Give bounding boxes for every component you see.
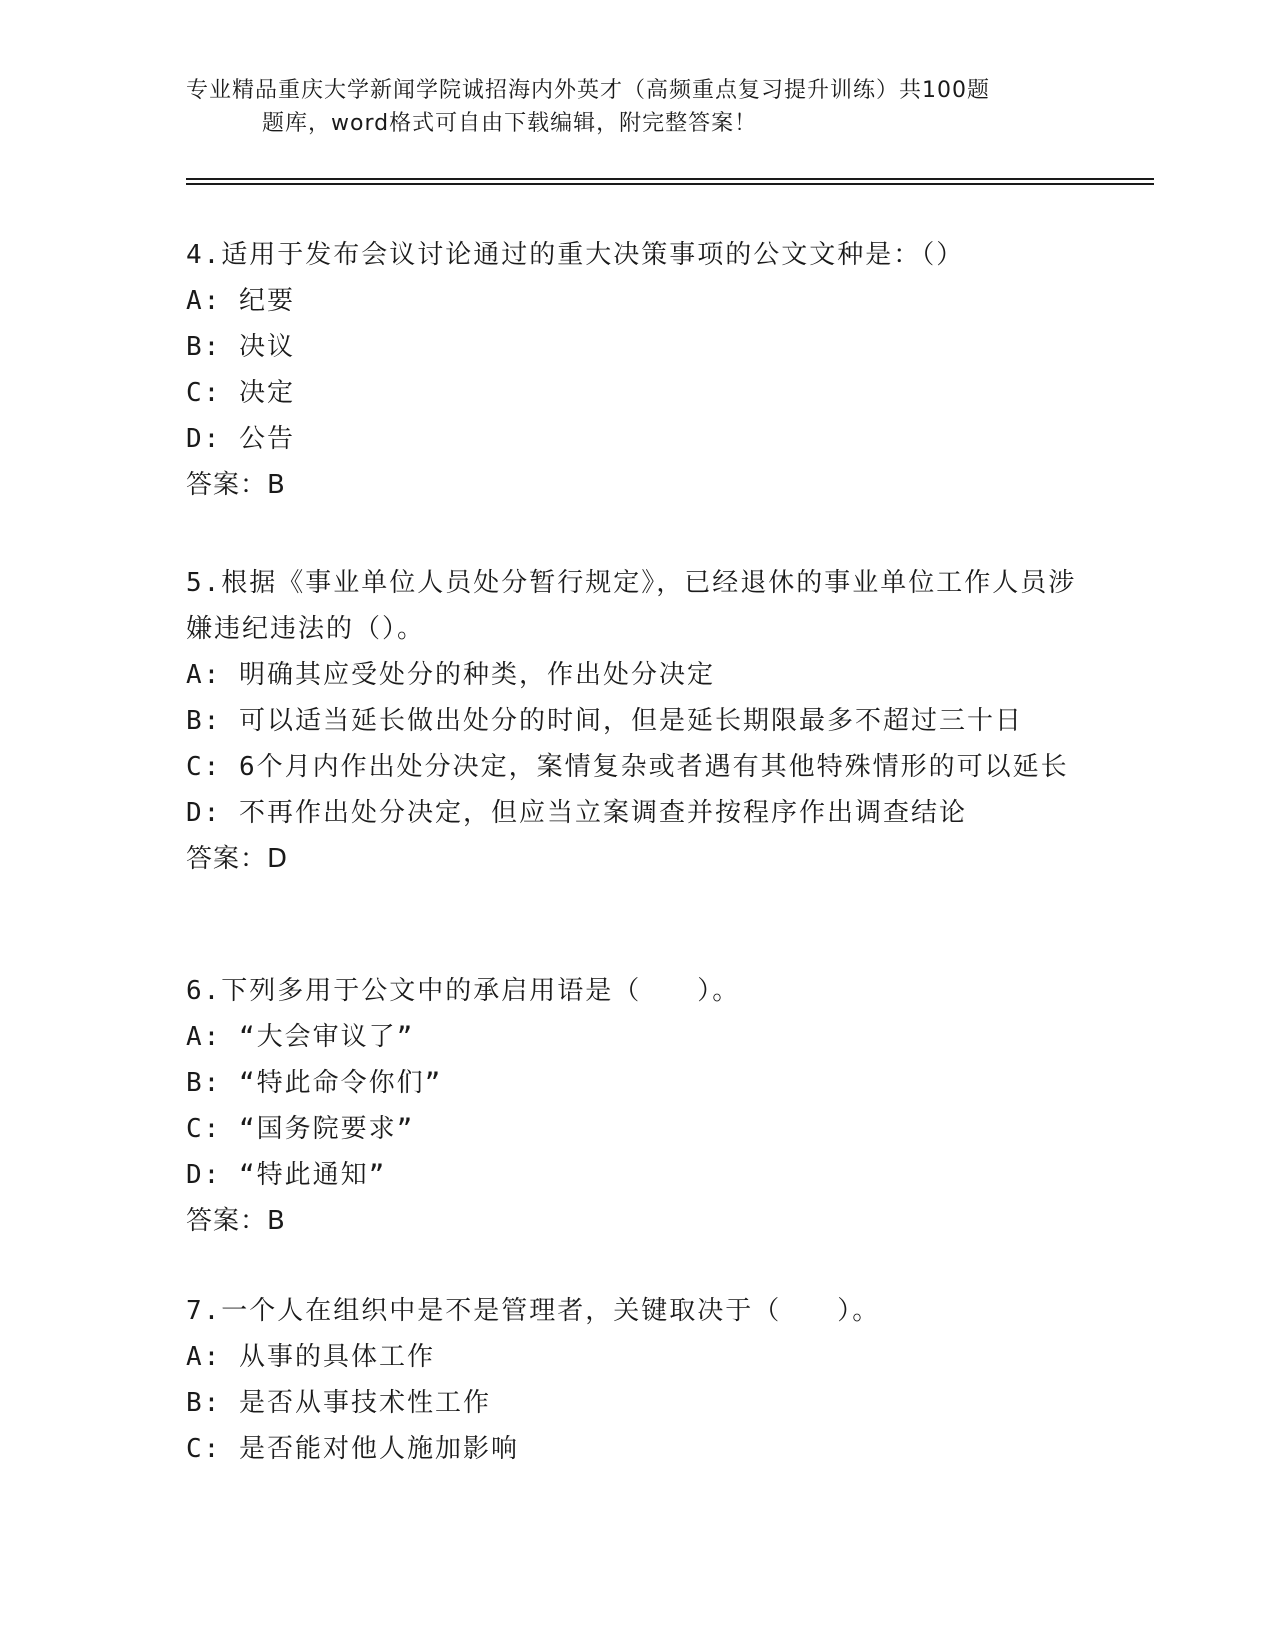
header-title-line1: 专业精品重庆大学新闻学院诚招海内外英才（高频重点复习提升训练）共100题 [186,78,990,103]
option-b: B: 决议 [186,332,295,362]
option-b: B: “特此命令你们” [186,1068,443,1098]
answer-line: 答案：B [186,470,286,500]
option-a: A: 明确其应受处分的种类，作出处分决定 [186,660,715,690]
option-c: C: 决定 [186,378,295,408]
header-divider-bottom [186,183,1154,185]
option-a: A: “大会审议了” [186,1022,415,1052]
question-4 [186,232,1086,508]
option-c: C: “国务院要求” [186,1114,415,1144]
question-stem: 5.根据《事业单位人员处分暂行规定》，已经退休的事业单位工作人员涉嫌违纪违法的（）。 [186,568,1077,644]
option-a: A: 纪要 [186,286,295,316]
option-d: D: 不再作出处分决定，但应当立案调查并按程序作出调查结论 [186,798,967,828]
header-divider-top [186,178,1154,180]
question-stem: 6.下列多用于公文中的承启用语是（ ）。 [186,976,741,1006]
question-stem: 7.一个人在组织中是不是管理者，关键取决于（ ）。 [186,1296,881,1326]
question-7 [186,1288,1086,1472]
document-header [186,74,1066,140]
question-stem: 4.适用于发布会议讨论通过的重大决策事项的公文文种是：（） [186,240,965,270]
option-c: C: 6个月内作出处分决定，案情复杂或者遇有其他特殊情形的可以延长 [186,752,1069,782]
question-5 [186,560,1086,882]
option-c: C: 是否能对他人施加影响 [186,1434,519,1464]
option-b: B: 是否从事技术性工作 [186,1388,491,1418]
option-b: B: 可以适当延长做出处分的时间，但是延长期限最多不超过三十日 [186,706,1023,736]
header-title-line2: 题库，word格式可自由下载编辑，附完整答案！ [262,111,758,136]
option-d: D: “特此通知” [186,1160,387,1190]
option-d: D: 公告 [186,424,295,454]
option-a: A: 从事的具体工作 [186,1342,435,1372]
question-6 [186,968,1086,1244]
answer-line: 答案：B [186,1206,286,1236]
answer-line: 答案：D [186,844,289,874]
